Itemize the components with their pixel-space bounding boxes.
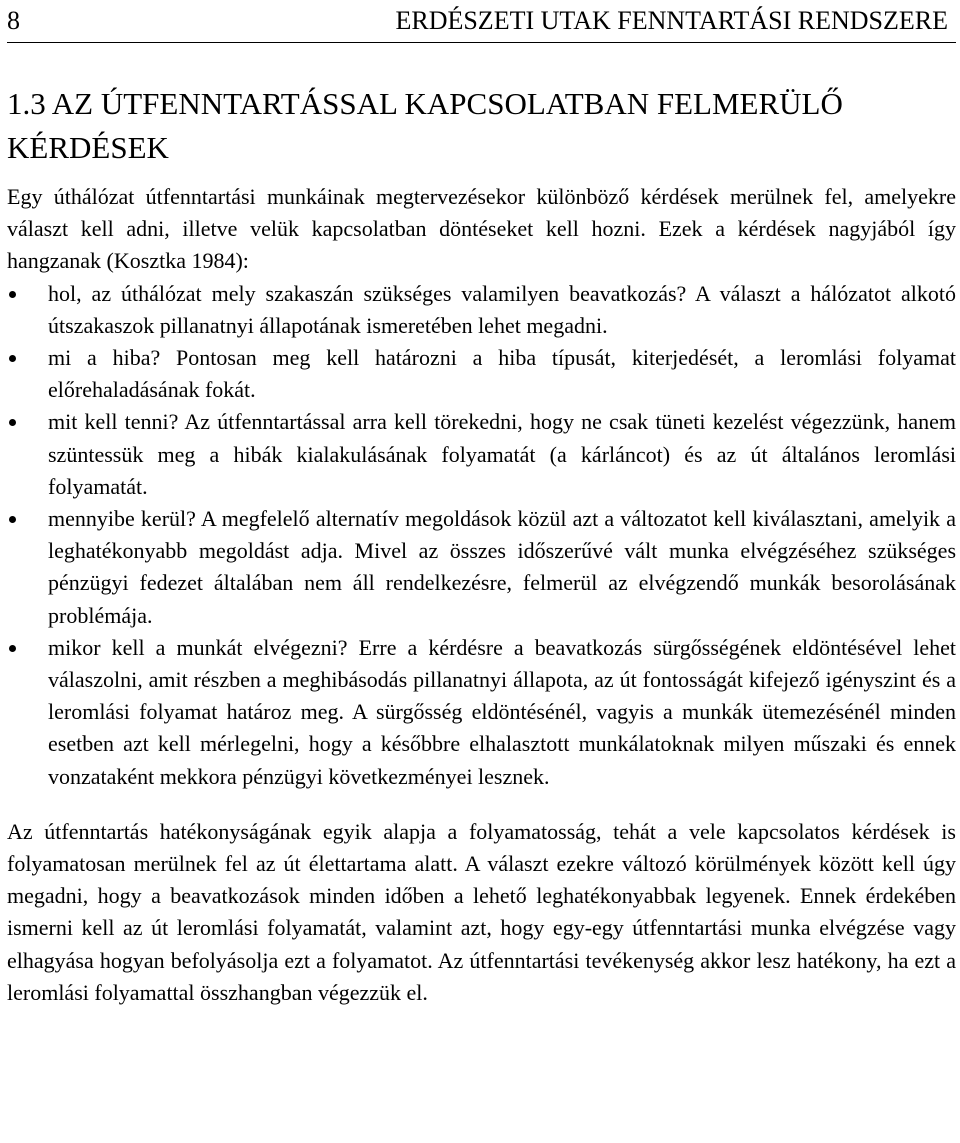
bullet-icon (9, 355, 16, 362)
list-item-text: mit kell tenni? Az útfenntartással arra kell törekedni, hogy ne csak tüneti kezelést végezzünk, hanem szüntessük meg a hibák kialakulásának folyamatát (a kárláncot) és az út általános leromlási folyamatát. (48, 409, 956, 499)
section-heading: 1.3 AZ ÚTFENNTARTÁSSAL KAPCSOLATBAN FELMERÜLŐ KÉRDÉSEK (7, 86, 843, 165)
list-item (7, 342, 956, 406)
running-title: ERDÉSZETI UTAK FENNTARTÁSI RENDSZERE (395, 6, 948, 35)
closing-paragraph: Az útfenntartás hatékonyságának egyik alapja a folyamatosság, tehát a vele kapcsolatos kérdések is folyamatosan merülnek fel az út élettartama alatt. A választ ezekre változó körülmények között kell úgy megadni, hogy a beavatkozások minden időben a lehető leghatékonyabbak legyenek. Ennek érdekében ismerni kell az út leromlási folyamatát, valamint azt, hogy egy-egy útfenntartási munka elvégzése vagy elhagyása hogyan befolyásolja ezt a folyamatot. Az útfenntartási tevékenység akkor lesz hatékony, ha ezt a leromlási folyamattal összhangban végezzük el. (7, 818, 956, 1005)
page-number: 8 (7, 6, 20, 35)
list-item (7, 278, 956, 342)
bullet-icon (9, 291, 16, 298)
list-item-text: mi a hiba? Pontosan meg kell határozni a hiba típusát, kiterjedését, a leromlási folyamat előrehaladásának fokát. (48, 345, 956, 403)
list-item-text: mikor kell a munkát elvégezni? Erre a kérdésre a beavatkozás sürgősségének eldöntésével lehet válaszolni, amit részben a meghibásodás pillanatnyi állapota, az út fontosságát kifejező igényszint és a leromlási folyamat határoz meg. A sürgősség eldöntésénél, vagyis a munkák ütemezésénél minden esetben azt kell mérlegelni, hogy a későbbre elhalasztott munkálatoknak milyen műszaki és ennek vonzataként mekkora pénzügyi következményei lesznek. (48, 634, 956, 789)
intro-paragraph: Egy úthálózat útfenntartási munkáinak megtervezésekor különböző kérdések merülnek fel, amelyekre választ kell adni, illetve velük kapcsolatban döntéseket kell hozni. Ezek a kérdések nagyjából így hangzanak (Kosztka 1984): (7, 184, 956, 274)
bullet-icon (9, 645, 16, 652)
running-header (7, 0, 956, 43)
list-item-text: hol, az úthálózat mely szakaszán szükséges valamilyen beavatkozás? A választ a hálózatot alkotó útszakaszok pillanatnyi állapotának ismeretében lehet megadni. (48, 280, 956, 338)
bullet-icon (9, 419, 16, 426)
list-item (7, 406, 956, 503)
list-item (7, 503, 956, 632)
list-item (7, 632, 956, 793)
bullet-icon (9, 516, 16, 523)
question-list (7, 278, 956, 793)
document-page (7, 0, 956, 1009)
list-item-text: mennyibe kerül? A megfelelő alternatív megoldások közül azt a változatot kell kiválasztani, amelyik a leghatékonyabb megoldást adja. Mivel az összes időszerűvé vált munka elvégzéséhez szükséges pénzügyi fedezet általában nem áll rendelkezésre, felmerül az elvégzendő munkák besorolásának problémája. (48, 506, 956, 628)
